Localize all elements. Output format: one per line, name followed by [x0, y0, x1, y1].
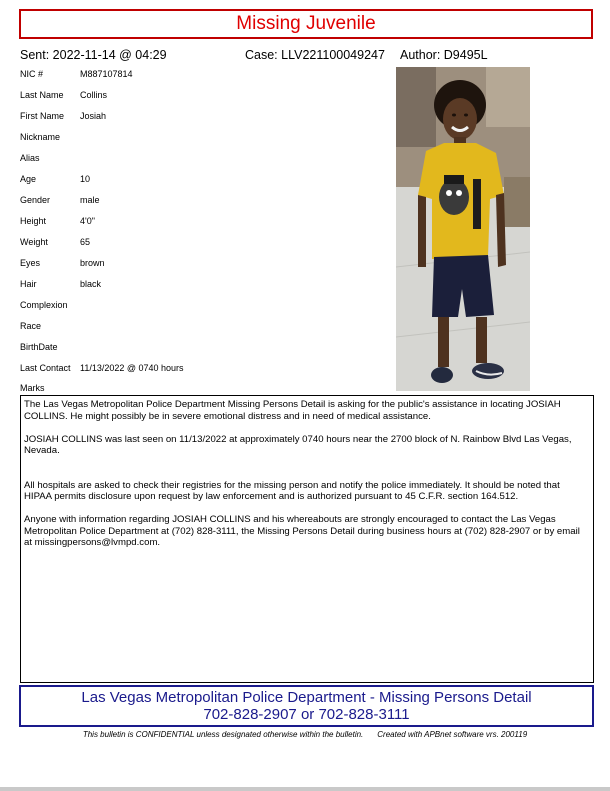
field-label: Gender — [20, 195, 51, 205]
field-value: 4'0" — [80, 216, 95, 226]
disclaimer — [0, 730, 610, 739]
field-label: Complexion — [20, 300, 68, 310]
field-value: Josiah — [80, 111, 107, 121]
field-label: Nickname — [20, 132, 61, 142]
narrative-box — [20, 395, 594, 683]
narrative-paragraph: Anyone with information regarding JOSIAH COLLINS and his whereabouts are strongly encouraged to contact the Las Vegas Metropolitan Police Department at (702) 828-3111, the Missing Persons Detail during business hours at (702) 828-2907 or by email at missingpersons@lvmpd.com. — [24, 514, 580, 548]
field-label: Last Name — [20, 90, 64, 100]
field-height — [20, 213, 390, 234]
field-value: 11/13/2022 @ 0740 hours — [80, 363, 184, 373]
bulletin-title: Missing Juvenile — [236, 13, 376, 34]
field-value: black — [80, 279, 102, 289]
field-value: male — [80, 195, 100, 205]
field-label: Age — [20, 174, 37, 184]
marks-label: Marks — [20, 383, 45, 393]
narrative-paragraph: The Las Vegas Metropolitan Police Department Missing Persons Detail is asking for the public's assistance in locating JOSIAH COLLINS. He might possibly be in severe emotional distress and in need of medical assistance. — [24, 399, 561, 422]
field-eyes — [20, 255, 390, 276]
field-complexion — [20, 297, 390, 318]
field-age — [20, 171, 390, 192]
field-value: 10 — [80, 174, 91, 184]
field-value: M887107814 — [80, 69, 133, 79]
case-number: Case: LLV221100049247 — [245, 48, 385, 62]
field-label: BirthDate — [20, 342, 58, 352]
field-value: Collins — [80, 90, 108, 100]
sent-date: Sent: 2022-11-14 @ 04:29 — [20, 48, 167, 62]
agency-contact-box — [19, 685, 594, 727]
field-label: First Name — [20, 111, 65, 121]
field-label: Race — [20, 321, 42, 331]
field-last-name — [20, 87, 390, 108]
field-alias — [20, 150, 390, 171]
narrative-paragraph: JOSIAH COLLINS was last seen on 11/13/2022 at approximately 0740 hours near the 2700 block of N. Rainbow Blvd Las Vegas, Nevada. — [24, 433, 572, 456]
field-label: Weight — [20, 237, 48, 247]
field-value: 65 — [80, 237, 91, 247]
narrative-paragraph: All hospitals are asked to check their registries for the missing person and notify the police immediately. It should be noted that HIPAA permits disclosure upon request by law enforcement and is authorized pursuant to 45 C.F.R. section 164.512. — [24, 479, 560, 502]
confidential-notice: This bulletin is CONFIDENTIAL unless designated otherwise within the bulletin. — [82, 730, 364, 739]
agency-name: Las Vegas Metropolitan Police Department - Missing Persons Detail — [81, 689, 532, 706]
author-id: Author: D9495L — [400, 48, 488, 62]
field-label: Eyes — [20, 258, 41, 268]
field-birthdate — [20, 339, 390, 360]
field-label: Hair — [20, 279, 37, 289]
bulletin-title-box — [19, 9, 593, 39]
field-gender — [20, 192, 390, 213]
field-first-name — [20, 108, 390, 129]
field-label: NIC # — [20, 69, 44, 79]
field-last-contact — [20, 360, 390, 381]
field-race — [20, 318, 390, 339]
field-nickname — [20, 129, 390, 150]
field-hair — [20, 276, 390, 297]
subject-photo — [396, 67, 530, 391]
page-bottom-edge — [0, 787, 610, 791]
software-notice: Created with APBnet software vrs. 200119 — [377, 730, 528, 739]
field-label: Last Contact — [20, 363, 71, 373]
field-label: Height — [20, 216, 47, 226]
field-label: Alias — [20, 153, 40, 163]
field-weight — [20, 234, 390, 255]
agency-phones: 702-828-2907 or 702-828-3111 — [203, 706, 410, 723]
field-value: brown — [80, 258, 105, 268]
person-details — [20, 66, 390, 381]
field-nic — [20, 66, 390, 87]
